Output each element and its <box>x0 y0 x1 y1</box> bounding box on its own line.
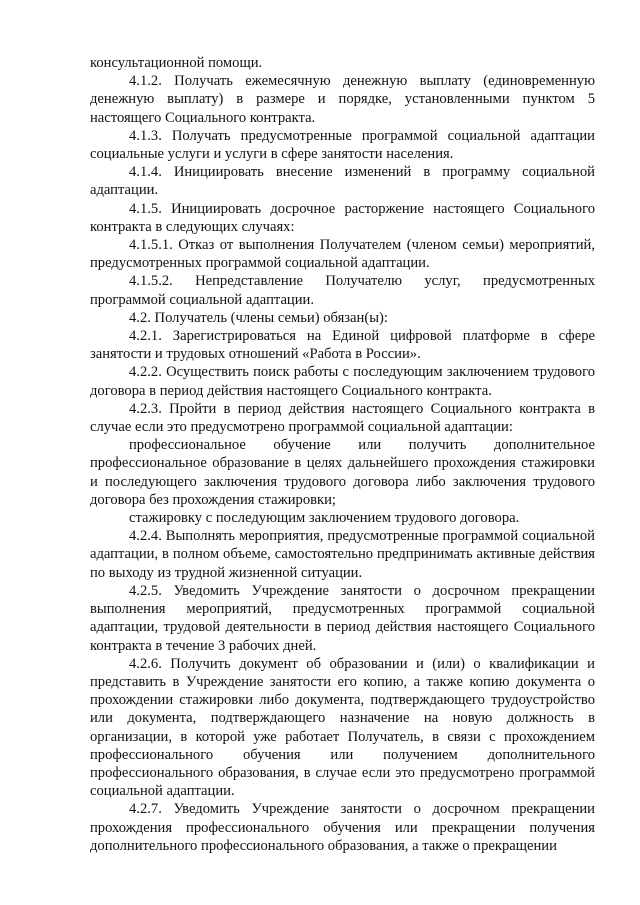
clause-4-2-3-item-1: профессиональное обучение или получить дополнительное профессиональное образование в целях дальнейшего прохождения стажировки и последующего заключения трудового договора либо заключения трудового договора без прохождения стажировки; <box>90 437 595 508</box>
clause-4-1-5: 4.1.5. Инициировать досрочное расторжение настоящего Социального контракта в следующих случаях: <box>90 200 595 235</box>
clause-4-1-4: 4.1.4. Инициировать внесение изменений в программу социальной адаптации. <box>90 164 595 199</box>
clause-4-2-3: 4.2.3. Пройти в период действия настоящего Социального контракта в случае если это предусмотрено программой социальной адаптации: <box>90 400 595 436</box>
clause-4-2: 4.2. Получатель (члены семьи) обязан(ы): <box>129 309 388 326</box>
clause-4-2-7: 4.2.7. Уведомить Учреждение занятости о досрочном прекращении прохождения профессионального обучения или прекращении получения дополнительного профессионального образования, а также о прекращении <box>90 801 595 854</box>
clause-4-1-2: 4.1.2. Получать ежемесячную денежную выплату (единовременную денежную выплату) в размере и порядке, установленными пунктом 5 настоящего Социального контракта. <box>90 73 595 126</box>
clause-4-2-1: 4.2.1. Зарегистрироваться на Единой цифровой платформе в сфере занятости и трудовых отношений «Работа в России». <box>90 328 595 363</box>
clause-4-2-5: 4.2.5. Уведомить Учреждение занятости о досрочном прекращении выполнения мероприятий, предусмотренных программой социальной адаптации, трудовой деятельности в период действия настоящего Социального контракта в течение 3 рабочих дней. <box>90 582 595 654</box>
clause-4-2-4: 4.2.4. Выполнять мероприятия, предусмотренные программой социальной адаптации, в полном объеме, самостоятельно предпринимать активные действия по выходу из трудной жизненной ситуации. <box>90 528 595 581</box>
clause-4-2-2: 4.2.2. Осуществить поиск работы с последующим заключением трудового договора в период действия настоящего Социального контракта. <box>90 364 595 399</box>
clause-4-2-3-item-2: стажировку с последующим заключением трудового договора. <box>129 510 520 527</box>
clause-4-1-5-2: 4.1.5.2. Непредставление Получателю услуг, предусмотренных программой социальной адаптации. <box>90 273 595 308</box>
document-page <box>90 54 595 855</box>
clause-4-2-6: 4.2.6. Получить документ об образовании и (или) о квалификации и представить в Учреждение занятости его копию, а также копию документа о прохождении стажировки либо документа, подтверждающего трудоустройство или документа, подтверждающего назначение на новую должность в организации, в которой уже работает Получатель, в связи с прохождением профессионального обучения или получением дополнительного профессионального образования, в случае если это предусмотрено программой социальной адаптации. <box>90 655 595 800</box>
clause-4-1-5-1: 4.1.5.1. Отказ от выполнения Получателем (членом семьи) мероприятий, предусмотренных программой социальной адаптации. <box>90 237 595 272</box>
paragraph-continuation: консультационной помощи. <box>90 55 263 71</box>
clause-4-1-3: 4.1.3. Получать предусмотренные программой социальной адаптации социальные услуги и услуги в сфере занятости населения. <box>90 127 595 163</box>
